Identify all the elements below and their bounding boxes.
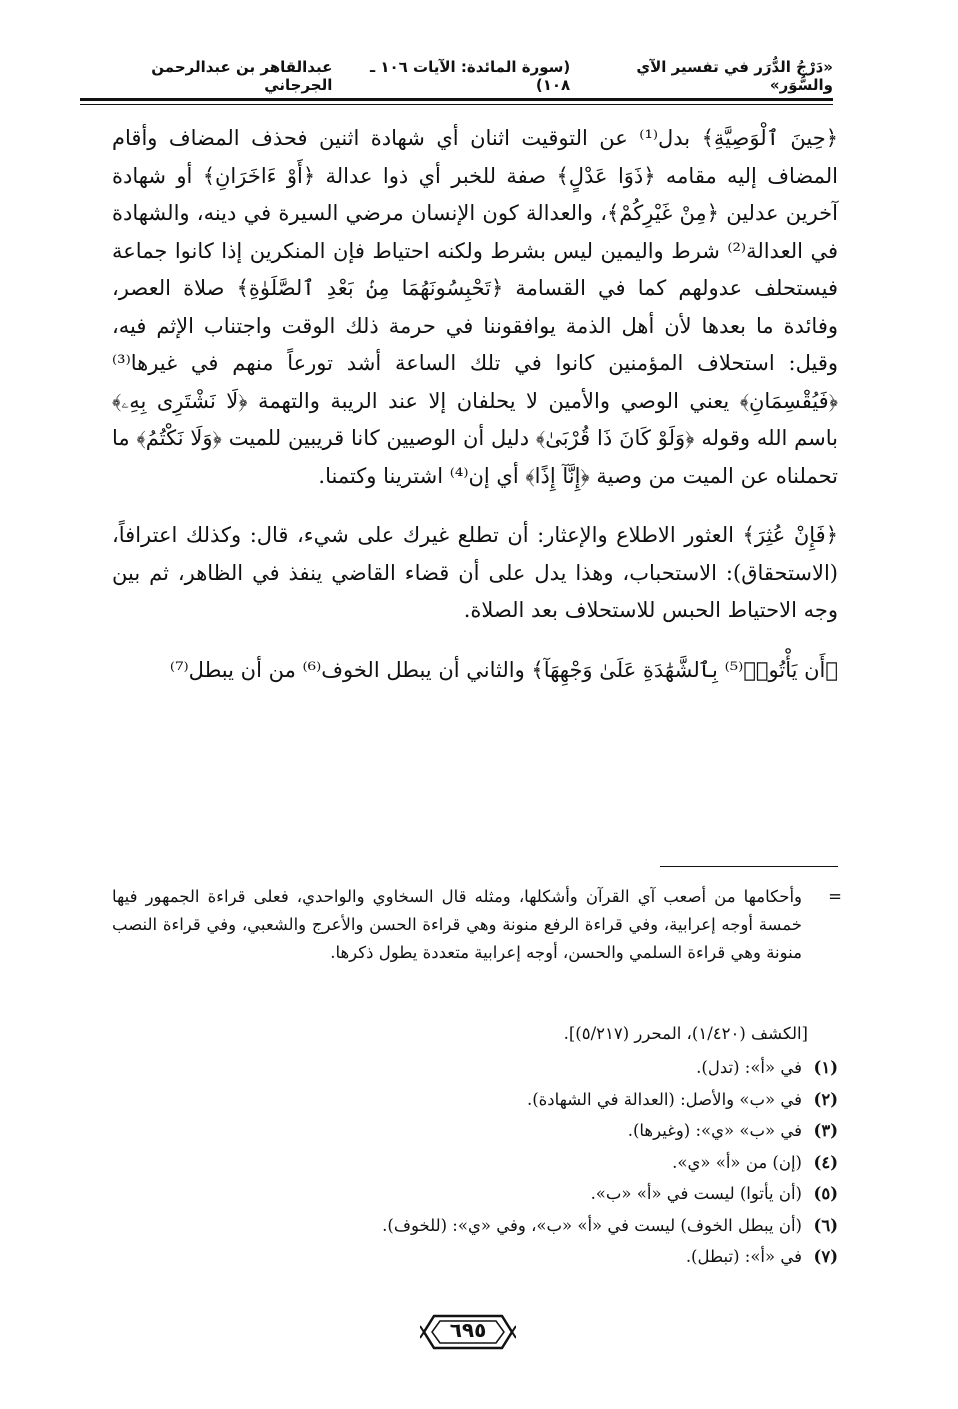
footnote-number: (١) [813,1058,838,1077]
footnote-number: (٦) [813,1215,838,1235]
footnote-number: (٧) [813,1247,838,1266]
footnote-separator [660,866,838,867]
paragraph-3: ﴿أَن يَأْتُوا۟⁽⁵⁾ بِٱلشَّهَٰدَةِ عَلَىٰ وَجْهِهَآ﴾ والثاني أن يبطل الخوف⁽⁶⁾ من أن يبطل⁽⁷⁾ [169,657,838,682]
footnote-text: في «أ»: (تدل). [696,1058,802,1077]
footnote-item [382,1052,838,1084]
footnote-text: (أن يبطل الخوف) ليست في «أ» «ب»، وفي «ي»: (للخوف). [382,1215,802,1235]
continuation-mark: = [828,887,842,906]
paragraph-1: ﴿حِينَ ٱلْوَصِيَّةِ﴾ بدل⁽¹⁾ عن التوقيت اثنان أي شهادة اثنين فحذف المضاف وأقام المضاف إليه مقامه ﴿ذَوَا عَدْلٍ﴾ صفة للخبر أي ذوا عدالة ﴿أَوْ ءَاخَرَانِ﴾ أو شهادة آخرين عدلين ﴿مِنْ غَيْرِكُمْ﴾، والعدالة كون الإنسان مرضي السيرة في دينه، والشهادة في العدالة⁽²⁾ شرط واليمين ليس بشرط ولكنه احتياط فإن المنكرين إذا كانوا جماعة فيستحلف عدولهم كما في القسامة ﴿تَحْبِسُونَهُمَا مِنۢ بَعْدِ ٱلصَّلَوٰةِ﴾ صلاة العصر، وفائدة ما بعدها لأن أهل الذمة يوافقوننا في حرمة ذلك الوقت واجتناب الإثم فيه، وقيل: استحلاف المؤمنين كانوا في تلك الساعة أشد تورعاً منهم في غيرها⁽³⁾ ﴿فَيُقْسِمَانِ﴾ يعني الوصي والأمين لا يحلفان إلا عند الريبة والتهمة ﴿لَا نَشْتَرِى بِهِۦ﴾ باسم الله وقوله ﴿وَلَوْ كَانَ ذَا قُرْبَىٰ﴾ دليل أن الوصيين كانا قريبين للميت ﴿وَلَا نَكْتُمُ﴾ ما تحملناه عن الميت من وصية ﴿إِنَّآ إِذًا﴾ أي إن⁽⁴⁾ اشترينا وكتمنا. [112,126,838,488]
header-rule-thin [80,104,833,105]
footnote-text: في «ب» والأصل: (العدالة في الشهادة). [526,1089,802,1109]
book-title: «دَرْجُ الدُّرَر في تفسير الآي والسُّوَر» [636,58,833,94]
footnote-number: (٢) [813,1089,838,1109]
surah-reference: (سورة المائدة: الآيات ١٠٦ ـ ١٠٨) [369,58,571,94]
footnote-item [382,1147,838,1179]
footnote-item [382,1241,838,1273]
footnote-source: [الكشف (١/٤٢٠)، المحرر (٥/٢١٧)]. [563,1024,808,1043]
paragraph-2: ﴿فَإِنْ عُثِرَ﴾ العثور الاطلاع والإعثار: أن تطلع غيرك على شيء، قال: وكذلك اعترافاً، (الاستحقاق): الاستحباب، وهذا يدل على أن قضاء القاضي ينفذ في الظاهر، ثم بين وجه الاحتياط الحبس للاستحلاف بعد الصلاة. [112,523,838,622]
footnote-item [382,1115,838,1147]
header-rule [80,98,833,101]
main-text [112,120,838,711]
footnote-item [382,1084,838,1116]
footnote-item [382,1210,838,1242]
page-number: ٦٩٥ [449,1318,487,1342]
author-name: عبدالقاهر بن عبدالرحمن الجرجاني [151,58,333,94]
footnote-number: (٤) [813,1152,838,1172]
continuation-text: وأحكامها من أصعب آي القرآن وأشكلها، ومثله قال السخاوي والواحدي، فعلى قراءة الجمهور فيها خمسة أوجه إعرابية، وفي قراءة الرفع منونة وهي قراءة الحسن والأعرج والشعبي، وفي قراءة النصب منونة وهي قراءة السلمي والحسن، أوجه إعرابية متعددة يطول ذكرها. [112,887,802,962]
footnote-text: في «أ»: (تبطل). [685,1247,802,1266]
running-header [80,58,833,94]
page-number-badge [420,1312,516,1352]
footnote-text: (أن يأتوا) ليست في «أ» «ب». [590,1184,802,1203]
footnote-number: (٣) [813,1121,838,1140]
footnote-text: (إن) من «أ» «ي». [672,1152,802,1172]
footnote-number: (٥) [813,1184,838,1203]
footnote-continuation [112,883,842,967]
footnote-list [382,1052,838,1273]
footnote-item [382,1178,838,1210]
footnote-text: في «ب» «ي»: (وغيرها). [627,1121,802,1140]
